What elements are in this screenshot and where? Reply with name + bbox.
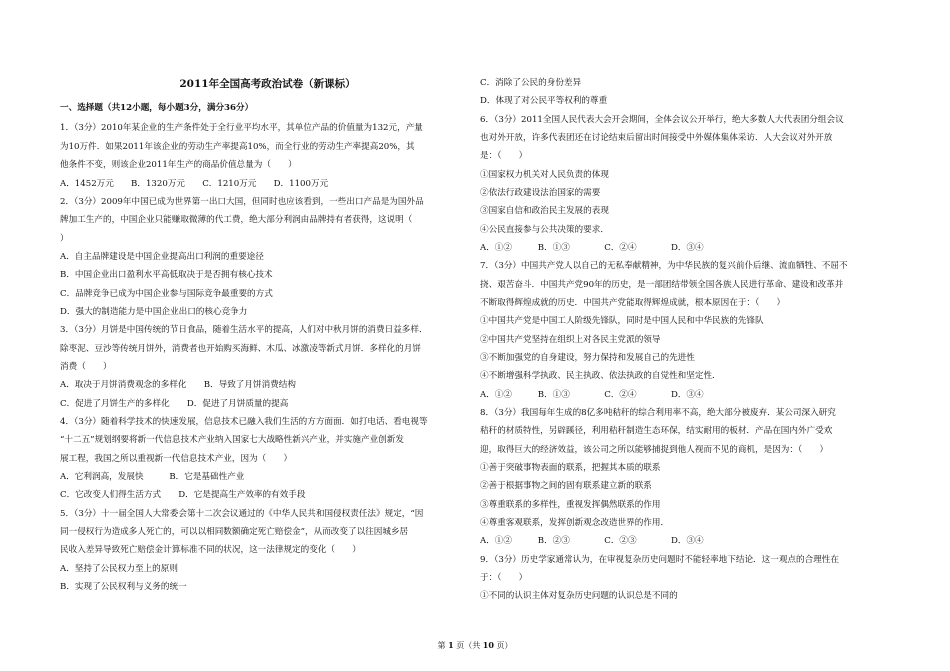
question-line: 同一侵权行为造成多人死亡的，可以以相同数额确定死亡赔偿金”，从而改变了以往因城乡居 [60,527,409,537]
answer-options: A．①② B．②③ C．②③ D．③④ [480,536,704,546]
footer-middle: 页（共 [456,641,481,650]
statement-item: ③国家自信和政治民主发展的表现 [480,206,609,216]
question-line: 是：（ ） [480,151,528,161]
answer-options: C．促进了月饼生产的多样化 D．促进了月饼质量的提高 [60,399,289,409]
answer-options: A．①② B．①③ C．②④ D．③④ [480,390,704,400]
question-line: 3．（3分）月饼是中国传统的节日食品，随着生活水平的提高，人们对中秋月饼的消费日益多样． [60,325,428,335]
question-line: 8．（3分）我国每年生成的8亿多吨秸秆的综合利用率不高，绝大部分被废弃．某公司深入研究 [480,408,836,418]
answer-options: C．它改变人们得生活方式 D．它是提高生产效率的有效手段 [60,490,306,500]
question-line: 5．（3分）十一届全国人大常委会第十二次会议通过的《中华人民共和国侵权责任法》规定，“因 [60,509,424,519]
answer-options: A．1452万元 B．1320万元 C．1210万元 D．1100万元 [60,179,329,189]
question-line: 2．（3分）2009年中国已成为世界第一出口大国，但同时也应该看到，一些出口产品是为国外品 [60,197,424,207]
question-line: 7．（3分）中国共产党人以自己的无私奉献精神，为中华民族的复兴前仆后继、流血牺牲、不屈不 [480,261,848,271]
statement-item: ①国家权力机关对人民负责的体现 [480,170,609,180]
page-number: 1 [448,640,454,650]
footer-prefix: 第 [437,641,446,650]
question-line: 消费（ ） [60,362,112,372]
statement-item: ④尊重客观联系，发挥创新观念改造世界的作用． [480,518,670,528]
footer-suffix: 页） [496,641,513,650]
statement-item: ④不断增强科学执政、民主执政、依法执政的自觉性和坚定性． [480,371,721,381]
question-line: 为10万件．如果2011年该企业的劳动生产率提高10%，而全行业的劳动生产率提高20%，其 [60,142,415,152]
question-line: 民收入差异导致死亡赔偿金计算标准不同的状况，这一法律规定的变化（ ） [60,545,361,555]
statement-item: ④公民直接参与公共决策的要求． [480,225,609,235]
question-line: 9．（3分）历史学家通常认为，在审视复杂历史问题时不能轻率地下结论．这一观点的合理性在 [480,555,839,565]
total-pages: 10 [482,640,494,650]
answer-option: C．品牌竞争已成为中国企业参与国际竞争最重要的方式 [60,289,273,299]
answer-option: A．自主品牌建设是中国企业提高出口利润的重要途径 [60,252,264,262]
answer-options: A．取决于月饼消费观念的多样化 B．导致了月饼消费结构 [60,380,296,390]
question-line: 挠、艰苦奋斗．中国共产党90年的历史，是一部团结带领全国各族人民进行革命、建设和改革并 [480,280,844,290]
statement-item: ③尊重联系的多样性，重视发挥偶然联系的作用 [480,500,661,510]
question-line: 1．（3分）2010年某企业的生产条件处于全行业平均水平，其单位产品的价值量为132元，产量 [60,123,423,133]
question-line: 除枣泥、豆沙等传统月饼外，消费者也开始购买海鲜、木瓜、冰激凌等新式月饼．多样化的月饼 [60,344,421,354]
question-line: 牌加工生产的，中国企业只能赚取微薄的代工费，绝大部分利润由品牌持有者获得，这说明（ [60,215,413,225]
answer-option: D．强大的制造能力是中国企业出口的核心竞争力 [60,307,248,317]
statement-item: ②依法行政建设法治国家的需要 [480,188,601,198]
statement-item: ①善于突破事物表面的联系，把握其本质的联系 [480,463,661,473]
statement-item: ①中国共产党是中国工人阶级先锋队，同时是中国人民和中华民族的先锋队 [480,316,764,326]
question-line: 秸秆的材质特性，另辟蹊径，利用秸秆制造生态环保，结实耐用的板材．产品在国内外广受欢 [480,426,833,436]
question-line: 6．（3分）2011全国人民代表大会开会期间，全体会议公开举行，绝大多数人大代表团分组会议 [480,115,844,125]
question-line: 于：（ ） [480,573,528,583]
exam-title: 2011年全国高考政治试卷（新课标） [179,78,356,90]
question-line: ） [60,234,69,244]
page-footer [0,641,950,650]
statement-item: ③不断加强党的自身建设，努力保持和发展自己的先进性 [480,353,695,363]
answer-options: A．①② B．①③ C．②④ D．③④ [480,243,704,253]
question-line: 迎，取得巨大的经济效益，该公司之所以能够捕捉到他人视而不见的商机，是因为：（ ） [480,445,829,455]
question-line: 他条件不变，则该企业2011年生产的商品价值总量为（ ） [60,160,297,170]
answer-option: B．中国企业出口盈利水平高低取决于是否拥有核心技术 [60,270,273,280]
answer-options: A．它利润高，发展快 B．它是基础性产业 [60,472,245,482]
answer-option: A．坚持了公民权力至上的原则 [60,564,178,574]
answer-option: C．消除了公民的身份差异 [480,78,582,88]
question-line: 4．（3分）随着科学技术的快速发展，信息技术已融入我们生活的方方面面．如打电话、看电视等 [60,417,428,427]
question-line: 不断取得辉煌成就的历史．中国共产党能取得辉煌成就，根本原因在于：（ ） [480,298,786,308]
statement-item: ②中国共产党坚持在组织上对各民主党派的领导 [480,335,661,345]
answer-option: D．体现了对公民平等权利的尊重 [480,96,608,106]
statement-item: ①不同的认识主体对复杂历史问题的认识总是不同的 [480,591,678,601]
question-line: “十二五”规划纲要将新一代信息技术产业纳入国家七大战略性新兴产业，并实施产业创新发 [60,435,404,445]
question-line: 展工程，我国之所以重视新一代信息技术产业，因为（ ） [60,454,293,464]
statement-item: ②善于根据事物之间的固有联系建立新的联系 [480,481,652,491]
answer-option: B．实现了公民权利与义务的统一 [60,582,187,592]
section-heading: 一、选择题（共12小题，每小题3分，满分36分） [60,103,254,113]
question-line: 也对外开放，许多代表团还在讨论结束后留出时间接受中外媒体集体采访．人大会议对外开放 [480,133,833,143]
